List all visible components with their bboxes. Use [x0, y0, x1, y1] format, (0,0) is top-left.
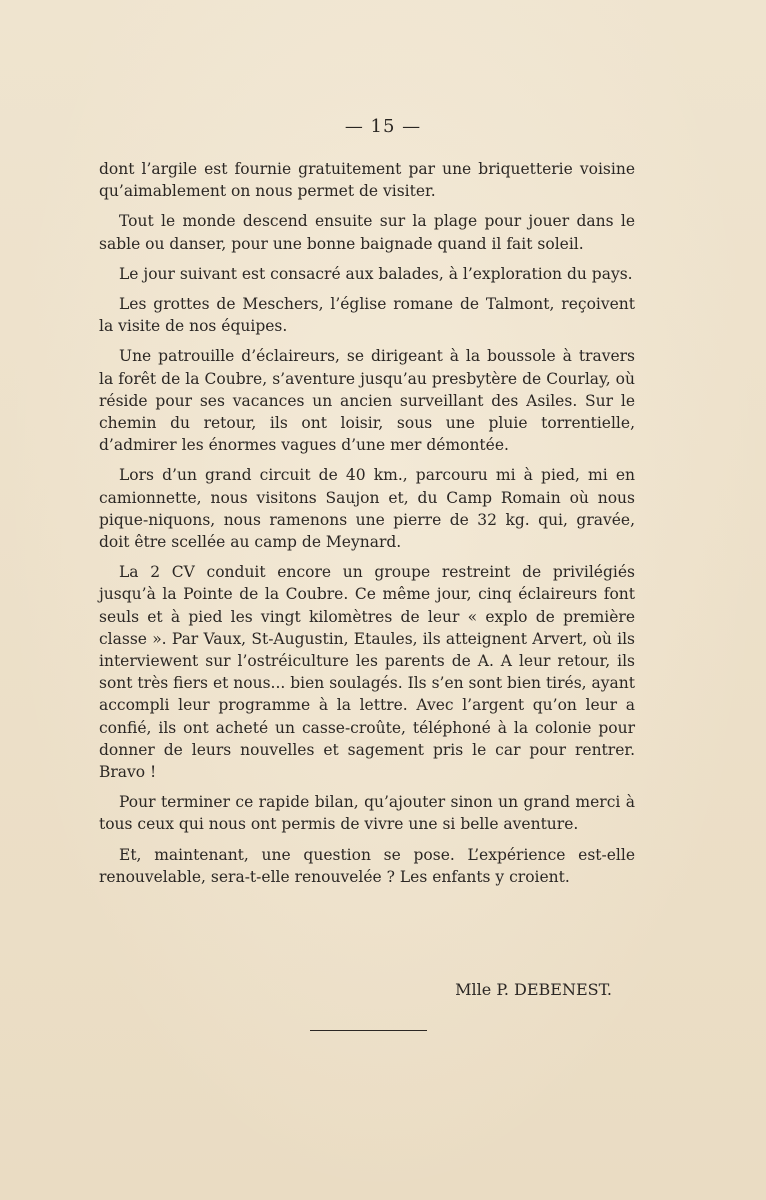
paragraph: La 2 CV conduit encore un groupe restreint de privilégiés jusqu’à la Pointe de la Coubre. Ce même jour, cinq éclaireurs font seuls et à pied les vingt kilomètres de leur « explo de première classe ». Par Vaux, St-Augustin, Etaules, ils atteignent Arvert, où ils interviewent sur l’ostréiculture les parents de A. A leur retour, ils sont très fiers et nous... bien soulagés. Ils s’en sont bien tirés, ayant accompli leur programme à la lettre. Avec l’argent qu’on leur a confié, ils ont acheté un casse-croûte, téléphoné à la colonie pour donner de leurs nouvelles et sagement pris le car pour rentrer. Bravo !: [99, 563, 635, 782]
author-signature: Mlle P. DEBENEST.: [455, 980, 612, 999]
paragraph: Pour terminer ce rapide bilan, qu’ajouter sinon un grand merci à tous ceux qui nous ont permis de vivre une si belle aventure.: [99, 793, 635, 834]
paragraph: Le jour suivant est consacré aux balades, à l’exploration du pays.: [119, 264, 633, 283]
page-number: — 15 —: [344, 116, 422, 137]
paragraph: Tout le monde descend ensuite sur la plage pour jouer dans le sable ou danser, pour une bonne baignade quand il fait soleil.: [99, 212, 635, 253]
paragraph: dont l’argile est fournie gratuitement par une briquetterie voisine qu’aimablement on nous permet de visiter.: [99, 160, 635, 201]
paragraph: Lors d’un grand circuit de 40 km., parcouru mi à pied, mi en camionnette, nous visitons Saujon et, du Camp Romain où nous pique-niquons, nous ramenons une pierre de 32 kg. qui, gravée, doit être scellée au camp de Meynard.: [99, 466, 635, 552]
paragraph: Et, maintenant, une question se pose. L’expérience est-elle renouvelable, sera-t-elle renouvelée ? Les enfants y croient.: [99, 845, 635, 886]
article-body: [99, 158, 635, 896]
closing-rule: [310, 1030, 427, 1031]
paragraph: Une patrouille d’éclaireurs, se dirigeant à la boussole à travers la forêt de la Coubre, s’aventure jusqu’au presbytère de Courlay, où réside pour ses vacances un ancien surveillant des Asiles. Sur le chemin du retour, ils ont loisir, sous une pluie torrentielle, d’admirer les énormes vagues d’une mer démontée.: [99, 347, 635, 455]
paragraph: Les grottes de Meschers, l’église romane de Talmont, reçoivent la visite de nos équipes.: [99, 295, 635, 336]
